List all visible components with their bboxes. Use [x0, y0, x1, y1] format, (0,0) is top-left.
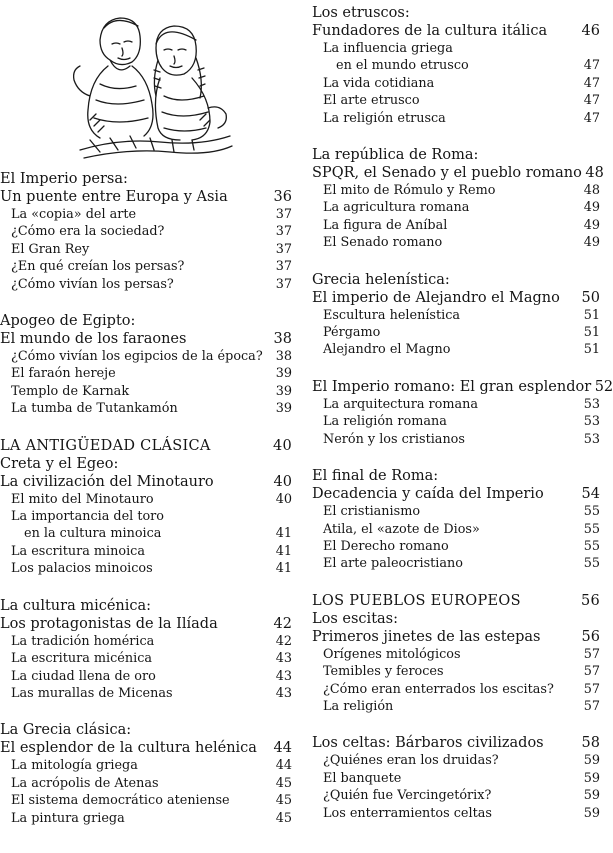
section-title[interactable]: Decadencia y caída del Imperio 54	[312, 486, 600, 503]
toc-entry[interactable]: El mito del Minotauro 40	[11, 491, 292, 507]
toc-section-egypt	[0, 312, 292, 418]
toc-entry[interactable]: Orígenes mitológicos 57	[323, 646, 600, 662]
toc-section-etruscans	[312, 4, 600, 127]
toc-entry[interactable]: ¿Quién fue Vercingetórix? 59	[323, 788, 600, 804]
toc-section-crete	[0, 437, 292, 578]
toc-entry-continuation[interactable]: en la cultura minoica 41	[24, 526, 292, 542]
toc-entry[interactable]: La «copia» del arte 37	[11, 207, 292, 222]
toc-entry[interactable]: El Derecho romano 55	[323, 538, 600, 554]
toc-entry[interactable]: ¿Cómo era la sociedad? 37	[11, 224, 292, 240]
toc-entry[interactable]: El arte etrusco 47	[323, 93, 600, 109]
toc-section-fall-of-rome	[312, 467, 600, 573]
section-title[interactable]: Primeros jinetes de las estepas 56	[312, 628, 600, 645]
section-title[interactable]: Un puente entre Europa y Asia 36	[0, 189, 292, 205]
toc-entry[interactable]: ¿Cómo eran enterrados los escitas? 57	[323, 681, 600, 697]
toc-entry[interactable]: ¿Cómo vivían los persas? 37	[11, 276, 292, 292]
toc-entry[interactable]: Los enterramientos celtas 59	[323, 805, 600, 821]
toc-entry[interactable]: La figura de Aníbal 49	[323, 217, 600, 233]
section-title[interactable]: Los protagonistas de la Ilíada 42	[0, 615, 292, 632]
toc-entry[interactable]: La tumba de Tutankamón 39	[11, 401, 292, 417]
toc-entry[interactable]: ¿Quiénes eran los druidas? 59	[323, 753, 600, 769]
toc-entry[interactable]: ¿Cómo vivían los egipcios de la época? 38	[11, 349, 292, 365]
section-title[interactable]: El mundo de los faraones 38	[0, 331, 292, 348]
toc-section-roman-republic	[312, 146, 604, 252]
toc-entry[interactable]: La escritura micénica 43	[11, 651, 292, 667]
toc-left-column	[0, 0, 292, 827]
section-title[interactable]: El Imperio romano: El gran esplendor 52	[312, 378, 613, 395]
toc-entry[interactable]: La acrópolis de Atenas 45	[11, 775, 292, 791]
toc-entry[interactable]: El banquete 59	[323, 770, 600, 786]
toc-entry[interactable]: El Gran Rey 37	[11, 241, 292, 257]
toc-entry[interactable]: La arquitectura romana 53	[323, 396, 600, 412]
toc-entry[interactable]: Atila, el «azote de Dios» 55	[323, 521, 600, 537]
section-kicker: La cultura micénica:	[0, 597, 152, 614]
toc-entry[interactable]: ¿En qué creían los persas? 37	[11, 259, 292, 275]
toc-entry[interactable]: El arte paleocristiano 55	[323, 556, 600, 572]
toc-entry[interactable]: La mitología griega 44	[11, 758, 292, 774]
part-heading[interactable]: LOS PUEBLOS EUROPEOS 56	[312, 592, 600, 609]
toc-entry[interactable]: La vida cotidiana 47	[323, 75, 600, 91]
toc-entry[interactable]: El mito de Rómulo y Remo 48	[323, 183, 600, 199]
toc-entry[interactable]: El faraón hereje 39	[11, 366, 292, 382]
section-kicker: Los escitas:	[312, 610, 398, 627]
toc-right-column	[312, 4, 613, 822]
section-title[interactable]: La civilización del Minotauro 40	[0, 473, 292, 490]
toc-entry[interactable]: Temibles y feroces 57	[323, 664, 600, 680]
section-title[interactable]: El imperio de Alejandro el Magno 50	[312, 289, 600, 306]
toc-entry[interactable]: La tradición homérica 42	[11, 633, 292, 649]
toc-entry[interactable]: La religión 57	[323, 698, 600, 714]
toc-entry[interactable]: El sistema democrático ateniense 45	[11, 793, 292, 809]
toc-section-roman-empire	[312, 378, 613, 448]
toc-section-persia	[0, 170, 292, 293]
toc-entry[interactable]: El Senado romano 49	[323, 235, 600, 251]
toc-entry[interactable]: El cristianismo 55	[323, 504, 600, 520]
section-kicker: Apogeo de Egipto:	[0, 313, 136, 330]
section-kicker: Creta y el Egeo:	[0, 455, 119, 472]
toc-entry[interactable]: Nerón y los cristianos 53	[323, 431, 600, 447]
toc-entry[interactable]: La agricultura romana 49	[323, 200, 600, 216]
toc-section-mycenae	[0, 597, 292, 703]
toc-entry[interactable]: Pérgamo 51	[323, 325, 600, 341]
section-kicker: Los etruscos:	[312, 5, 410, 21]
toc-section-celts	[312, 734, 600, 822]
toc-entry[interactable]: Las murallas de Micenas 43	[11, 685, 292, 701]
section-kicker: La Grecia clásica:	[0, 722, 132, 739]
toc-entry-continuation[interactable]: en el mundo etrusco 47	[336, 58, 600, 74]
toc-entry[interactable]: La ciudad llena de oro 43	[11, 668, 292, 684]
toc-entry[interactable]: La religión romana 53	[323, 414, 600, 430]
toc-entry[interactable]: Alejandro el Magno 51	[323, 342, 600, 358]
section-kicker: La república de Roma:	[312, 147, 479, 164]
toc-entry[interactable]: La importancia del toro	[11, 509, 165, 525]
toc-entry[interactable]: Templo de Karnak 39	[11, 383, 292, 399]
section-title[interactable]: SPQR, el Senado y el pueblo romano 48	[312, 165, 604, 182]
toc-entry[interactable]: Los palacios minoicos 41	[11, 561, 292, 577]
section-title[interactable]: El esplendor de la cultura helénica 44	[0, 740, 292, 757]
toc-entry[interactable]: La influencia griega	[323, 41, 453, 56]
toc-entry[interactable]: Escultura helenística 51	[323, 307, 600, 323]
section-kicker: Grecia helenística:	[312, 271, 450, 288]
toc-entry[interactable]: La religión etrusca 47	[323, 110, 600, 126]
section-kicker: El final de Roma:	[312, 468, 439, 485]
toc-section-hellenistic	[312, 271, 600, 359]
toc-entry[interactable]: La pintura griega 45	[11, 810, 292, 826]
section-kicker: El Imperio persa:	[0, 171, 128, 187]
etruscan-couple-sculpture-icon	[60, 0, 236, 170]
toc-entry[interactable]: La escritura minoica 41	[11, 543, 292, 559]
section-title[interactable]: Los celtas: Bárbaros civilizados 58	[312, 735, 600, 752]
part-heading[interactable]: LA ANTIGÜEDAD CLÁSICA 40	[0, 437, 292, 454]
toc-section-scythians	[312, 592, 600, 716]
section-title[interactable]: Fundadores de la cultura itálica 46	[312, 23, 600, 39]
toc-section-classical-greece	[0, 721, 292, 827]
